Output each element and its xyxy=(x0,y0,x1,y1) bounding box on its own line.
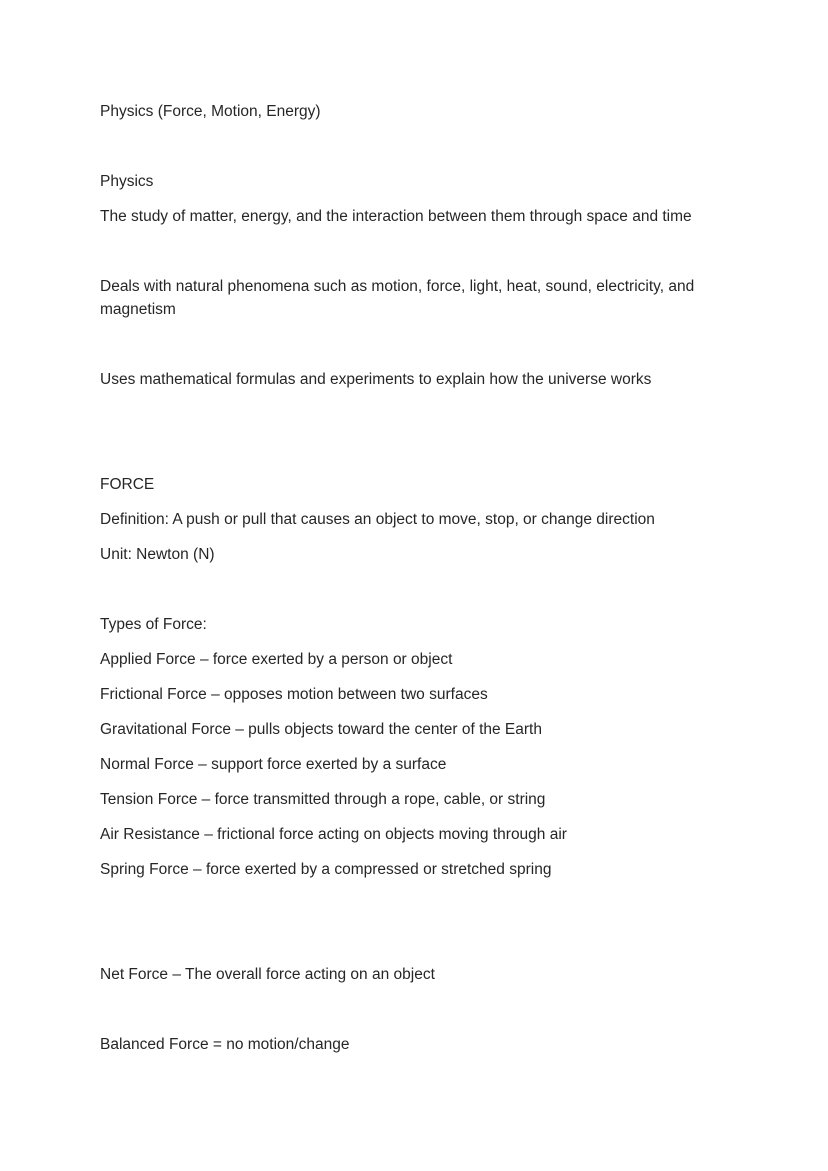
paragraph: Air Resistance – frictional force acting on objects moving through air xyxy=(100,826,567,843)
paragraph: Physics (Force, Motion, Energy) xyxy=(100,103,321,120)
paragraph: Gravitational Force – pulls objects toward the center of the Earth xyxy=(100,721,542,738)
blank-line xyxy=(100,403,736,426)
blank-line xyxy=(100,240,736,263)
paragraph: Tension Force – force transmitted through a rope, cable, or string xyxy=(100,791,546,808)
paragraph: Frictional Force – opposes motion between two surfaces xyxy=(100,686,488,703)
paragraph: Definition: A push or pull that causes an object to move, stop, or change direction xyxy=(100,511,655,528)
paragraph: Applied Force – force exerted by a person or object xyxy=(100,651,453,668)
paragraph: FORCE xyxy=(100,476,155,493)
paragraph: The study of matter, energy, and the interaction between them through space and time xyxy=(100,208,692,225)
blank-line xyxy=(100,893,736,916)
blank-line xyxy=(100,928,736,951)
document-body xyxy=(100,100,736,1068)
paragraph: Normal Force – support force exerted by a surface xyxy=(100,756,447,773)
blank-line xyxy=(100,438,736,461)
paragraph: Spring Force – force exerted by a compressed or stretched spring xyxy=(100,861,552,878)
blank-line xyxy=(100,135,736,158)
blank-line xyxy=(100,578,736,601)
paragraph: Uses mathematical formulas and experiments to explain how the universe works xyxy=(100,371,652,388)
paragraph: Types of Force: xyxy=(100,616,207,633)
blank-line xyxy=(100,333,736,356)
paragraph: Deals with natural phenomena such as motion, force, light, heat, sound, electricity, and magnetism xyxy=(100,278,699,318)
paragraph: Balanced Force = no motion/change xyxy=(100,1036,350,1053)
paragraph: Physics xyxy=(100,173,154,190)
paragraph: Net Force – The overall force acting on an object xyxy=(100,966,435,983)
paragraph: Unit: Newton (N) xyxy=(100,546,215,563)
blank-line xyxy=(100,998,736,1021)
